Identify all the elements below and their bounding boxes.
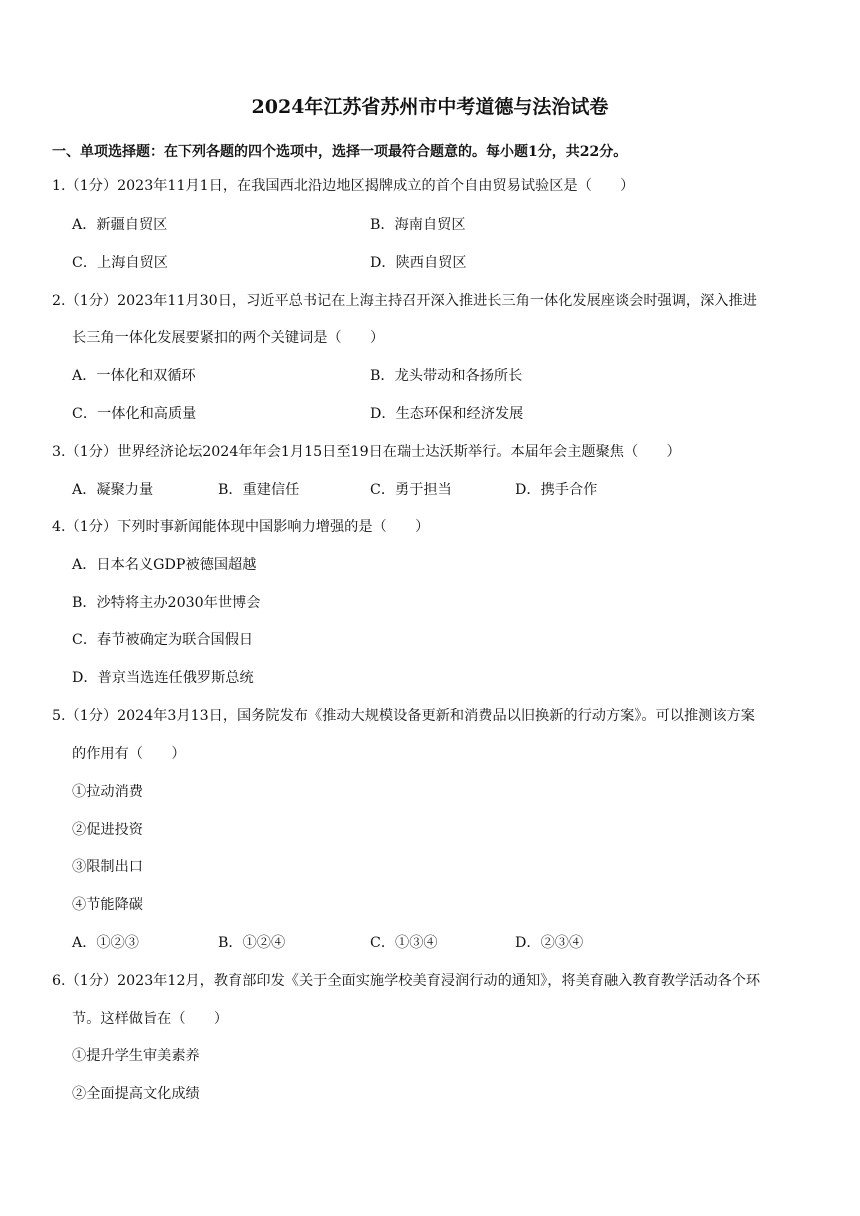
question-4-option-a: A．日本名义GDP被德国超越 (72, 557, 257, 573)
question-3-option-c: C．勇于担当 (370, 482, 452, 498)
question-3-option-d: D．携手合作 (515, 482, 598, 498)
question-5-option-b: B．①②④ (218, 935, 286, 951)
question-5-item-3: ③限制出口 (72, 859, 143, 875)
question-5-stem: 5.（1分）2024年3月13日，国务院发布《推动大规模设备更新和消费品以旧换新的行动方案》。可以推测该方案 (52, 708, 755, 724)
question-5-item-4: ④节能降碳 (72, 897, 143, 913)
question-6-stem: 6.（1分）2023年12月，教育部印发《关于全面实施学校美育浸润行动的通知》，将美育融入教育教学活动各个环 (52, 973, 761, 989)
question-5-option-d: D．②③④ (515, 935, 584, 951)
question-1-option-c: C．上海自贸区 (72, 255, 168, 271)
question-1-stem: 1.（1分）2023年11月1日，在我国西北沿边地区揭牌成立的首个自由贸易试验区是（ ） (52, 178, 635, 194)
question-2-option-c: C．一体化和高质量 (72, 406, 197, 422)
question-1-option-b: B．海南自贸区 (370, 217, 466, 233)
exam-title: 2024年江苏省苏州市中考道德与法治试卷 (251, 96, 609, 118)
question-3-option-a: A．凝聚力量 (72, 482, 154, 498)
section-heading: 一、单项选择题：在下列各题的四个选项中，选择一项最符合题意的。每小题1分，共22分。 (52, 144, 628, 160)
question-4-option-c: C．春节被确定为联合国假日 (72, 632, 254, 648)
question-2-stem-continued: 长三角一体化发展要紧扣的两个关键词是（ ） (72, 330, 385, 346)
question-6-stem-continued: 节。这样做旨在（ ） (72, 1011, 229, 1027)
question-5-option-a: A．①②③ (72, 935, 139, 951)
question-4-option-d: D．普京当选连任俄罗斯总统 (72, 670, 254, 686)
question-3-option-b: B．重建信任 (218, 482, 300, 498)
question-2-option-a: A．一体化和双循环 (72, 368, 196, 384)
question-4-stem: 4.（1分）下列时事新闻能体现中国影响力增强的是（ ） (52, 519, 430, 535)
question-6-item-1: ①提升学生审美素养 (72, 1048, 200, 1064)
question-5-option-c: C．①③④ (370, 935, 438, 951)
question-2-stem: 2.（1分）2023年11月30日，习近平总书记在上海主持召开深入推进长三角一体化发展座谈会时强调，深入推进 (52, 293, 757, 309)
question-5-stem-continued: 的作用有（ ） (72, 746, 186, 762)
question-2-option-b: B．龙头带动和各扬所长 (370, 368, 523, 384)
question-2-option-d: D．生态环保和经济发展 (370, 406, 524, 422)
question-1-option-d: D．陕西自贸区 (370, 255, 467, 271)
question-4-option-b: B．沙特将主办2030年世博会 (72, 595, 261, 611)
question-5-item-2: ②促进投资 (72, 822, 143, 838)
question-1-option-a: A．新疆自贸区 (72, 217, 168, 233)
question-6-item-2: ②全面提高文化成绩 (72, 1086, 200, 1102)
question-3-stem: 3.（1分）世界经济论坛2024年年会1月15日至19日在瑞士达沃斯举行。本届年会主题聚焦（ ） (52, 444, 681, 460)
question-5-item-1: ①拉动消费 (72, 784, 143, 800)
